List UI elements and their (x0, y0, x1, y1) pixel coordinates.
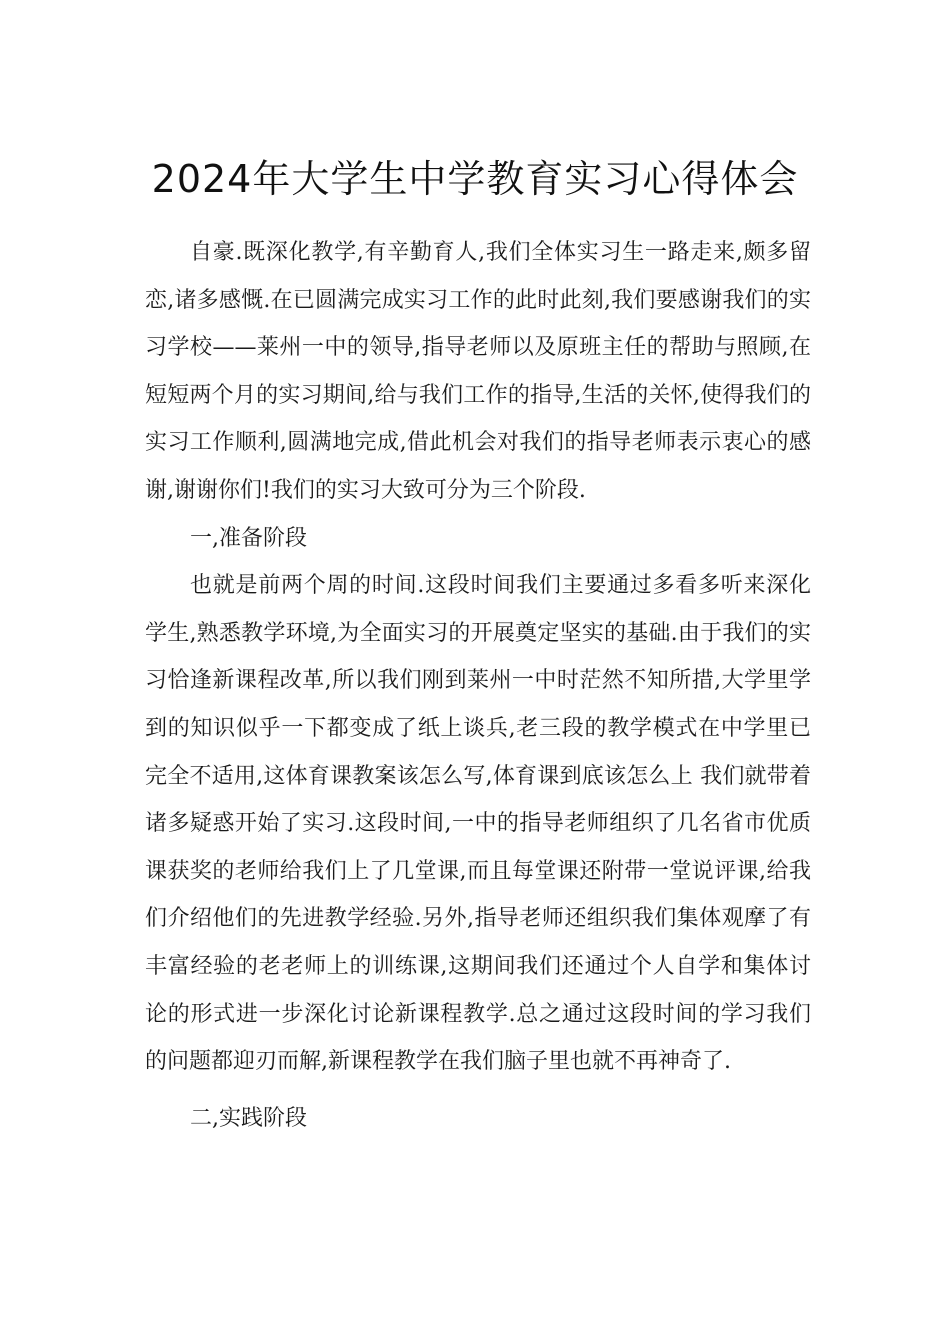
document-body (145, 229, 811, 1142)
section-heading-preparation: 一,准备阶段 (190, 525, 307, 551)
paragraph-spacer (145, 1086, 811, 1095)
section-heading-practice: 二,实践阶段 (190, 1105, 307, 1131)
preparation-paragraph: 也就是前两个周的时间.这段时间我们主要通过多看多听来深化学生,熟悉教学环境,为全面实习的开展奠定坚实的基础.由于我们的实习恰逢新课程改革,所以我们刚到莱州一中时茫然不知所措,大学里学到的知识似乎一下都变成了纸上谈兵,老三段的教学模式在中学里已完全不适用,这体育课教案该怎么写,体育课到底该怎么上 我们就带着诸多疑惑开始了实习.这段时间,一中的指导老师组织了几名省市优质课获奖的老师给我们上了几堂课,而且每堂课还附带一堂说评课,给我们介绍他们的先进教学经验.另外,指导老师还组织我们集体观摩了有丰富经验的老老师上的训练课,这期间我们还通过个人自学和集体讨论的形式进一步深化讨论新课程教学.总之通过这段时间的学习我们的问题都迎刃而解,新课程教学在我们脑子里也就不再神奇了. (145, 573, 811, 1075)
document-title: 2024年大学生中学教育实习心得体会 (151, 157, 799, 202)
intro-paragraph: 自豪.既深化教学,有辛勤育人,我们全体实习生一路走来,颇多留恋,诸多感慨.在已圆满完成实习工作的此时此刻,我们要感谢我们的实习学校——莱州一中的领导,指导老师以及原班主任的帮助与照顾,在短短两个月的实习期间,给与我们工作的指导,生活的关怀,使得我们的实习工作顺利,圆满地完成,借此机会对我们的指导老师表示衷心的感谢,谢谢你们!我们的实习大致可分为三个阶段. (145, 240, 811, 503)
